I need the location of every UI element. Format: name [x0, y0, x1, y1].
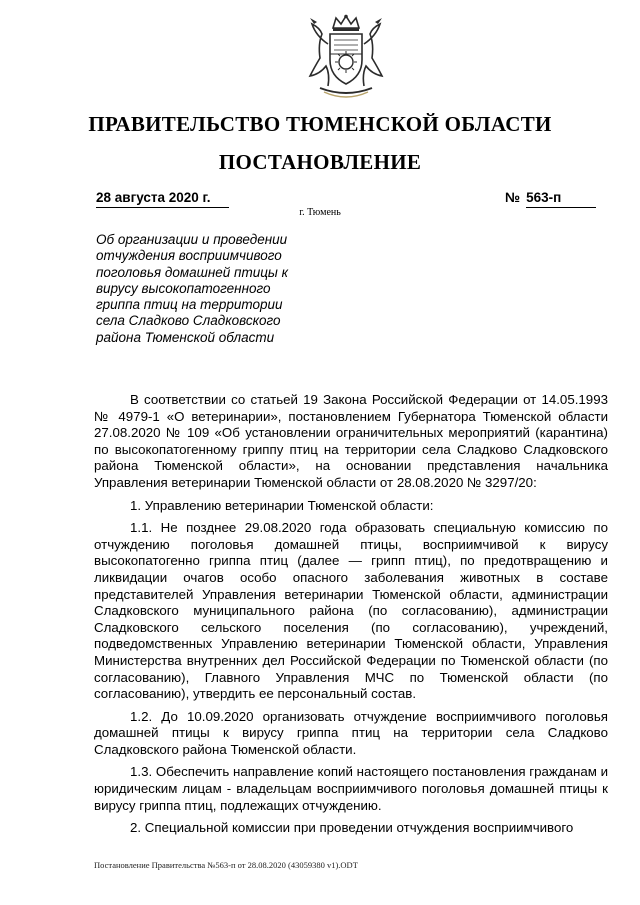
document-body	[94, 392, 608, 843]
paragraph-1-1: 1.1. Не позднее 29.08.2020 года образовать специальную комиссию по отчуждению поголовья домашней птицы, восприимчивой к вирусу высокопатогенно гриппа птиц (далее — грипп птиц), по предотвращению и ликвидации очагов особо опасного заболевания животных в составе представителей Управления ветеринарии Тюменской области, администрации Сладковского муниципального района (по согласованию), администрации Сладковского сельского поселения (по согласованию), учреждений, подведомственных Управлению ветеринарии Тюменской области, Управления Министерства внутренних дел Российской Федерации по Тюменской области (по согласованию), Главного Управления МЧС по Тюменской области (по согласованию), утвердить ее персональный состав.	[94, 520, 608, 702]
coat-of-arms-icon	[300, 14, 392, 100]
paragraph-preamble: В соответствии со статьей 19 Закона Российской Федерации от 14.05.1993 № 4979-1 «О ветеринарии», постановлением Губернатора Тюменской области 27.08.2020 № 109 «Об установлении ограничительных мероприятий (карантина) по высокопатогенному гриппу птиц на территории села Сладково Сладковского района Тюменской области», на основании представления начальника Управления ветеринарии Тюменской области от 28.08.2020 № 3297/20:	[94, 392, 608, 490]
number-value: 563-п	[526, 190, 596, 208]
document-date: 28 августа 2020 г.	[96, 190, 229, 208]
document-type: ПОСТАНОВЛЕНИЕ	[218, 150, 422, 174]
paragraph-1: 1. Управлению ветеринарии Тюменской области:	[130, 497, 434, 513]
paragraph-1-2: 1.2. До 10.09.2020 организовать отчуждение восприимчивого поголовья домашней птицы к вирусу гриппа птиц на территории села Сладково Сладковского района Тюменской области.	[94, 708, 608, 757]
number-label: №	[505, 190, 521, 205]
document-city: г. Тюмень	[299, 207, 341, 218]
document-number	[505, 190, 603, 208]
paragraph-1-3: 1.3. Обеспечить направление копий настоящего постановления гражданам и юридическим лицам - владельцам восприимчивого поголовья домашней птицы к вирусу гриппа птиц, подлежащих отчуждению.	[94, 764, 608, 813]
document-subject: Об организации и проведении отчуждения восприимчивого поголовья домашней птицы к вирусу высокопатогенного гриппа птиц на территории села Сладково Сладковского района Тюменской области	[96, 232, 288, 345]
page-footer: Постановление Правительства №563-п от 28.08.2020 (43059380 v1).ODT	[94, 860, 358, 870]
paragraph-2: 2. Специальной комиссии при проведении отчуждения восприимчивого	[130, 820, 574, 836]
government-title: ПРАВИТЕЛЬСТВО ТЮМЕНСКОЙ ОБЛАСТИ	[88, 112, 552, 136]
